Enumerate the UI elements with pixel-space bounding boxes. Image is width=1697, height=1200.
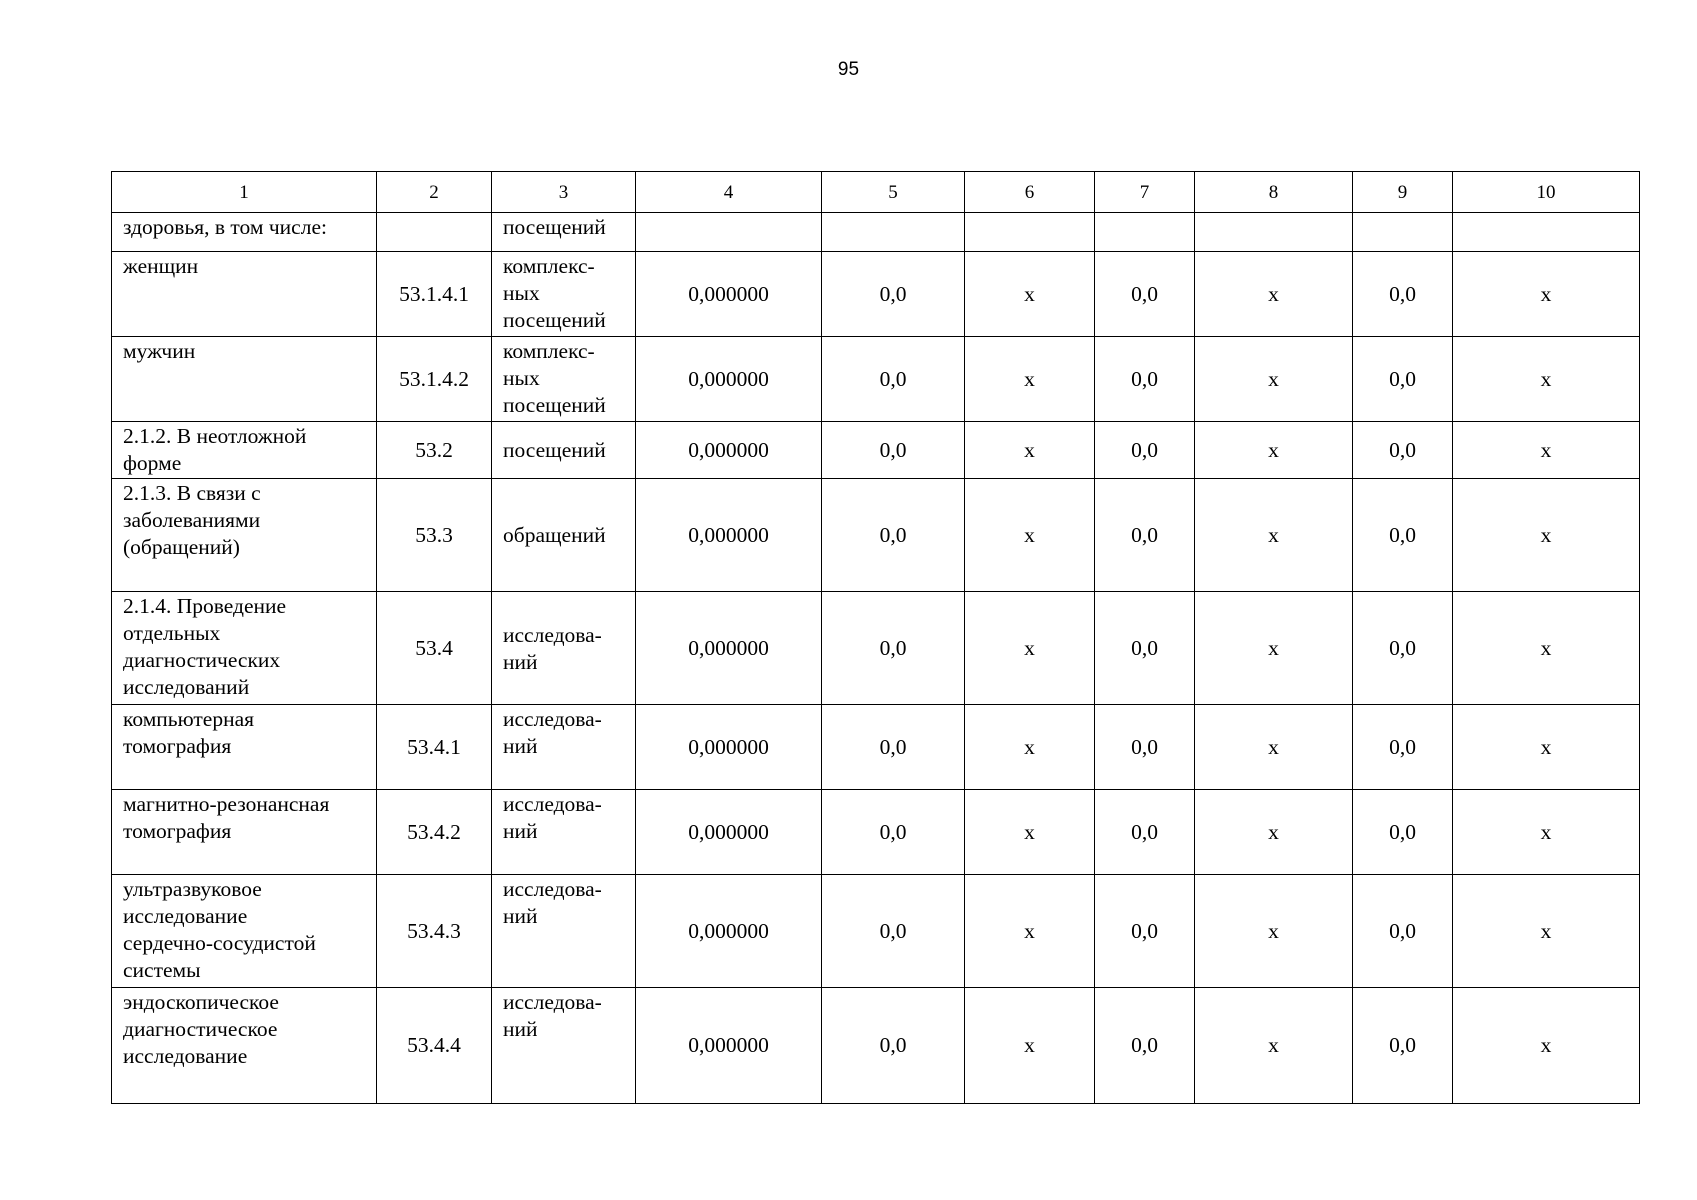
cell-col5: 0,0 [822,252,965,337]
cell-col10: x [1453,479,1640,592]
table-row [112,705,1640,790]
row-name: компьютерная томография [112,705,377,790]
cell-col5 [822,213,965,252]
row-code: 53.4.3 [377,875,492,988]
cell-col5: 0,0 [822,875,965,988]
cell-col8 [1195,213,1353,252]
table-row [112,790,1640,875]
cell-col6: x [965,875,1095,988]
row-code: 53.4.2 [377,790,492,875]
cell-col8: x [1195,592,1353,705]
row-code: 53.4.4 [377,988,492,1104]
cell-col10: x [1453,790,1640,875]
cell-col4: 0,000000 [636,705,822,790]
cell-col10 [1453,213,1640,252]
row-unit: комплекс- ных посещений [492,252,636,337]
row-code: 53.1.4.1 [377,252,492,337]
row-unit: исследова- ний [492,988,636,1104]
cell-col4: 0,000000 [636,875,822,988]
row-unit: обращений [492,479,636,592]
cell-col6: x [965,337,1095,422]
cell-col6: x [965,705,1095,790]
cell-col6: x [965,790,1095,875]
cell-col5: 0,0 [822,988,965,1104]
cell-col9: 0,0 [1353,422,1453,479]
row-unit: комплекс- ных посещений [492,337,636,422]
header-cell: 10 [1453,172,1640,213]
cell-col8: x [1195,252,1353,337]
cell-col9: 0,0 [1353,988,1453,1104]
cell-col5: 0,0 [822,705,965,790]
header-cell: 8 [1195,172,1353,213]
row-code: 53.3 [377,479,492,592]
cell-col8: x [1195,790,1353,875]
cell-col9: 0,0 [1353,337,1453,422]
table-row [112,592,1640,705]
cell-col8: x [1195,422,1353,479]
cell-col6: x [965,592,1095,705]
cell-col9: 0,0 [1353,705,1453,790]
cell-col5: 0,0 [822,790,965,875]
cell-col4: 0,000000 [636,422,822,479]
cell-col4: 0,000000 [636,988,822,1104]
table-row [112,337,1640,422]
row-unit: исследова- ний [492,875,636,988]
row-name: 2.1.4. Проведение отдельных диагностических исследований [112,592,377,705]
row-unit: исследова- ний [492,705,636,790]
cell-col8: x [1195,337,1353,422]
cell-col6: x [965,252,1095,337]
header-cell: 9 [1353,172,1453,213]
cell-col6: x [965,422,1095,479]
row-unit: посещений [492,213,636,252]
row-unit: исследова- ний [492,592,636,705]
cell-col10: x [1453,252,1640,337]
row-unit: посещений [492,422,636,479]
header-cell: 5 [822,172,965,213]
cell-col7: 0,0 [1095,252,1195,337]
data-table [111,171,1640,1104]
header-cell: 7 [1095,172,1195,213]
cell-col7: 0,0 [1095,592,1195,705]
cell-col4: 0,000000 [636,592,822,705]
cell-col9 [1353,213,1453,252]
cell-col7: 0,0 [1095,790,1195,875]
cell-col10: x [1453,592,1640,705]
cell-col7: 0,0 [1095,337,1195,422]
cell-col4: 0,000000 [636,252,822,337]
row-name: 2.1.2. В неотложной форме [112,422,377,479]
cell-col10: x [1453,988,1640,1104]
cell-col4 [636,213,822,252]
header-cell: 1 [112,172,377,213]
cell-col7 [1095,213,1195,252]
row-code: 53.4.1 [377,705,492,790]
header-cell: 4 [636,172,822,213]
cell-col4: 0,000000 [636,479,822,592]
cell-col5: 0,0 [822,422,965,479]
table-row [112,479,1640,592]
row-name: женщин [112,252,377,337]
cell-col7: 0,0 [1095,422,1195,479]
header-cell: 6 [965,172,1095,213]
row-name: эндоскопическое диагностическое исследование [112,988,377,1104]
row-name: здоровья, в том числе: [112,213,377,252]
row-code: 53.2 [377,422,492,479]
cell-col7: 0,0 [1095,479,1195,592]
cell-col9: 0,0 [1353,592,1453,705]
cell-col8: x [1195,479,1353,592]
cell-col5: 0,0 [822,337,965,422]
table-row [112,422,1640,479]
table-row [112,213,1640,252]
row-name: магнитно-резонансная томография [112,790,377,875]
row-unit: исследова- ний [492,790,636,875]
cell-col9: 0,0 [1353,790,1453,875]
table-row [112,252,1640,337]
cell-col7: 0,0 [1095,988,1195,1104]
cell-col4: 0,000000 [636,337,822,422]
table-row [112,875,1640,988]
cell-col4: 0,000000 [636,790,822,875]
cell-col6: x [965,988,1095,1104]
cell-col6 [965,213,1095,252]
cell-col9: 0,0 [1353,875,1453,988]
cell-col10: x [1453,705,1640,790]
header-cell: 2 [377,172,492,213]
cell-col10: x [1453,875,1640,988]
cell-col8: x [1195,875,1353,988]
cell-col10: x [1453,422,1640,479]
cell-col5: 0,0 [822,479,965,592]
cell-col8: x [1195,988,1353,1104]
row-code [377,213,492,252]
cell-col7: 0,0 [1095,875,1195,988]
cell-col5: 0,0 [822,592,965,705]
table-header-row [112,172,1640,213]
row-name: 2.1.3. В связи с заболеваниями (обращений) [112,479,377,592]
cell-col9: 0,0 [1353,479,1453,592]
header-cell: 3 [492,172,636,213]
cell-col6: x [965,479,1095,592]
cell-col9: 0,0 [1353,252,1453,337]
row-code: 53.4 [377,592,492,705]
row-name: мужчин [112,337,377,422]
cell-col10: x [1453,337,1640,422]
page-number: 95 [837,59,860,80]
cell-col8: x [1195,705,1353,790]
cell-col7: 0,0 [1095,705,1195,790]
table-row [112,988,1640,1104]
row-code: 53.1.4.2 [377,337,492,422]
row-name: ультразвуковое исследование сердечно-сосудистой системы [112,875,377,988]
